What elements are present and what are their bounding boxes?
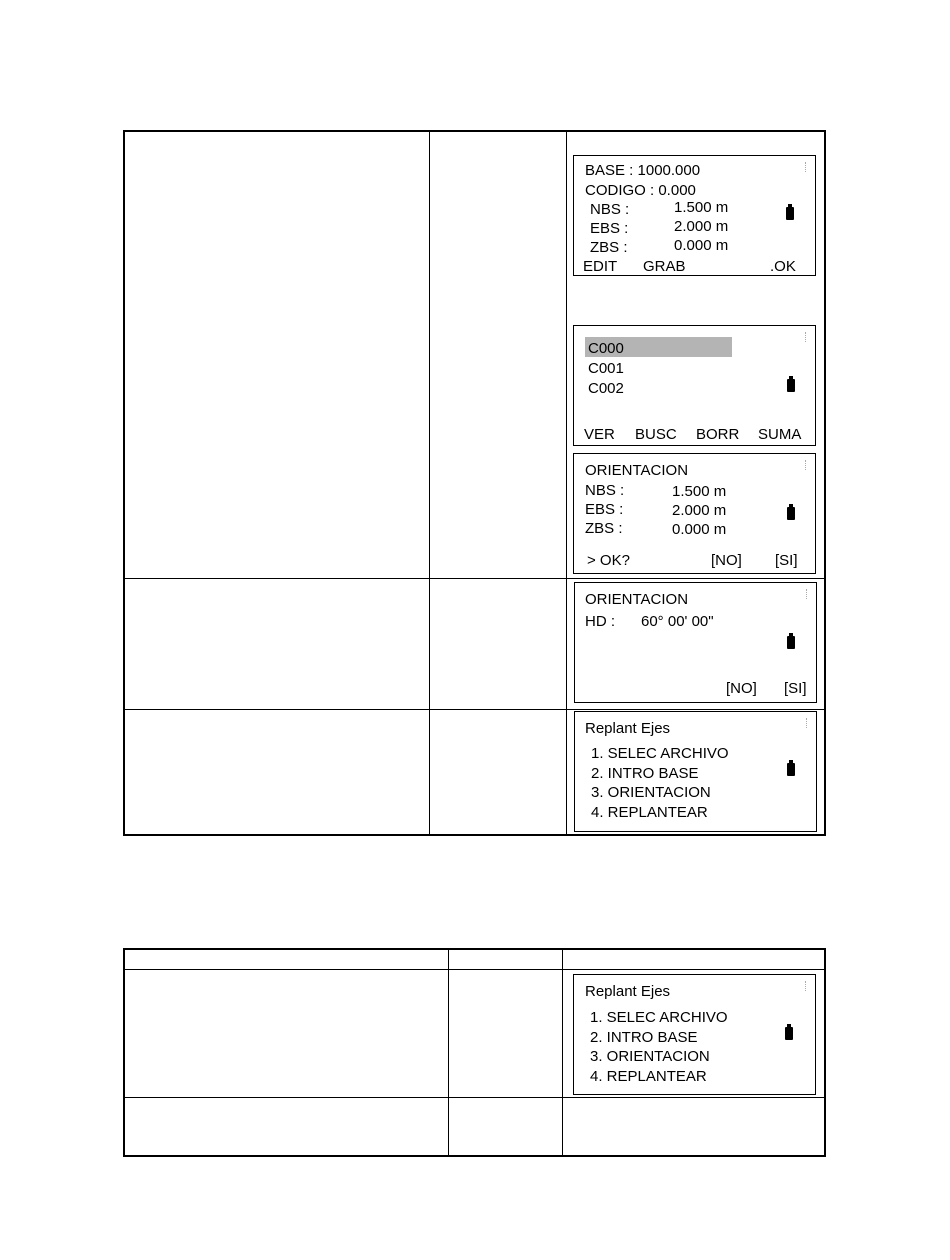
nbs-label: NBS : <box>590 201 630 218</box>
scroll-indicator <box>805 332 808 342</box>
softkey-ok[interactable]: .OK <box>770 258 796 275</box>
softkey-no[interactable]: [NO] <box>726 680 757 697</box>
lcd-screen-base-input <box>573 155 816 276</box>
scroll-indicator <box>805 162 808 172</box>
zbs-value: 0.000 m <box>672 521 727 538</box>
base-line: BASE : 1000.000 <box>585 162 701 179</box>
battery-icon <box>786 207 794 220</box>
scroll-indicator <box>806 718 809 728</box>
ok-prompt: > OK? <box>587 552 630 569</box>
hd-label: HD : <box>585 613 615 630</box>
menu-item-orientacion[interactable]: 3. ORIENTACION <box>590 1048 710 1065</box>
softkey-si[interactable]: [SI] <box>775 552 798 569</box>
column-divider <box>562 950 563 1155</box>
menu-item-replantear[interactable]: 4. REPLANTEAR <box>591 804 708 821</box>
list-item[interactable]: C000 <box>588 340 624 357</box>
scroll-indicator <box>806 589 809 599</box>
battery-icon <box>787 507 795 520</box>
softkey-si[interactable]: [SI] <box>784 680 807 697</box>
row-divider <box>125 1097 824 1098</box>
row-divider <box>125 709 824 710</box>
column-divider <box>429 132 430 834</box>
lcd-screen-replant-menu <box>573 974 816 1095</box>
battery-icon <box>785 1027 793 1040</box>
ebs-label: EBS : <box>585 501 624 518</box>
softkey-no[interactable]: [NO] <box>711 552 742 569</box>
menu-item-intro-base[interactable]: 2. INTRO BASE <box>591 765 699 782</box>
zbs-label: ZBS : <box>590 239 628 256</box>
ebs-value: 2.000 m <box>674 218 729 235</box>
nbs-value: 1.500 m <box>674 199 729 216</box>
menu-item-replantear[interactable]: 4. REPLANTEAR <box>590 1068 707 1085</box>
lcd-screen-orientation-confirm <box>573 453 816 574</box>
ebs-label: EBS : <box>590 220 629 237</box>
hd-value: 60° 00' 00" <box>641 613 714 630</box>
nbs-label: NBS : <box>585 482 625 499</box>
lcd-screen-orientation-hd <box>574 582 817 703</box>
menu-item-selec-archivo[interactable]: 1. SELEC ARCHIVO <box>591 745 729 762</box>
battery-icon <box>787 379 795 392</box>
menu-item-selec-archivo[interactable]: 1. SELEC ARCHIVO <box>590 1009 728 1026</box>
codigo-line: CODIGO : 0.000 <box>585 182 696 199</box>
column-divider <box>566 132 567 834</box>
softkey-borr[interactable]: BORR <box>696 426 740 443</box>
softkey-busc[interactable]: BUSC <box>635 426 677 443</box>
softkey-edit[interactable]: EDIT <box>583 258 618 275</box>
ebs-value: 2.000 m <box>672 502 727 519</box>
softkey-ver[interactable]: VER <box>584 426 615 443</box>
screen-title: ORIENTACION <box>585 591 689 608</box>
row-divider <box>125 969 824 970</box>
softkey-suma[interactable]: SUMA <box>758 426 802 443</box>
nbs-value: 1.500 m <box>672 483 727 500</box>
lcd-screen-code-list <box>573 325 816 446</box>
list-item[interactable]: C002 <box>588 380 624 397</box>
column-divider <box>448 950 449 1155</box>
row-divider <box>125 578 824 579</box>
scroll-indicator <box>805 981 808 991</box>
lcd-screen-replant-menu <box>574 711 817 832</box>
screen-title: ORIENTACION <box>585 462 689 479</box>
scroll-indicator <box>805 460 808 470</box>
battery-icon <box>787 763 795 776</box>
screen-title: Replant Ejes <box>585 720 671 737</box>
screen-title: Replant Ejes <box>585 983 671 1000</box>
zbs-label: ZBS : <box>585 520 623 537</box>
battery-icon <box>787 636 795 649</box>
menu-item-orientacion[interactable]: 3. ORIENTACION <box>591 784 711 801</box>
menu-item-intro-base[interactable]: 2. INTRO BASE <box>590 1029 698 1046</box>
zbs-value: 0.000 m <box>674 237 729 254</box>
softkey-grab[interactable]: GRAB <box>643 258 686 275</box>
list-item[interactable]: C001 <box>588 360 624 377</box>
